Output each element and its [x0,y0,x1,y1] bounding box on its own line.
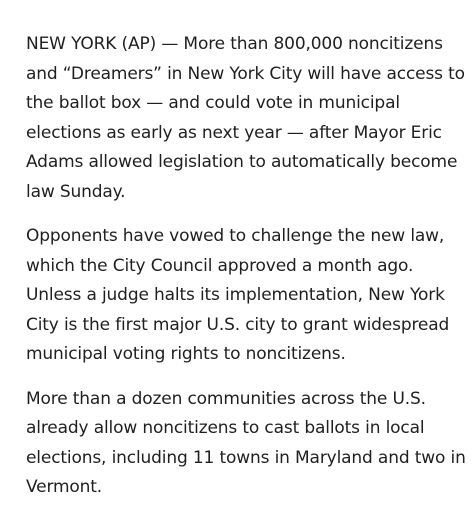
article-body [26,30,466,518]
article-paragraph-1: NEW YORK (AP) — More than 800,000 noncitizens and “Dreamers” in New York City will have access to the ballot box — and could vote in municipal elections as early as next year — after Mayor Eric Adams allowed legislation to automatically become law Sunday. [26,34,465,202]
article-paragraph-2: Opponents have vowed to challenge the new law, which the City Council approved a month ago. Unless a judge halts its implementation, New York City is the first major U.S. city to grant widespread municipal voting rights to noncitizens. [26,226,450,364]
article-paragraph-3: More than a dozen communities across the U.S. already allow noncitizens to cast ballots in local elections, including 11 towns in Maryland and two in Vermont. [26,388,466,497]
